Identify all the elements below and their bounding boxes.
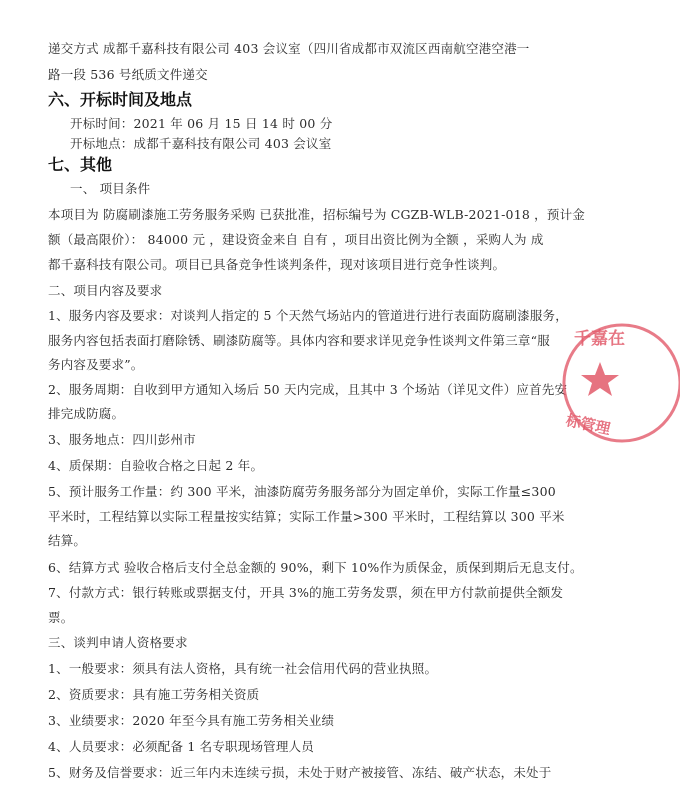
paragraph-line: 3、业绩要求：2020 年至今具有施工劳务相关业绩 <box>48 713 335 728</box>
paragraph-line: 服务内容包括表面打磨除锈、刷漆防腐等。具体内容和要求详见竞争性谈判文件第三章“服 <box>48 333 550 348</box>
paragraph-line: 1、一般要求：须具有法人资格，具有统一社会信用代码的营业执照。 <box>48 661 438 676</box>
paragraph-line: 3、服务地点：四川彭州市 <box>48 432 196 447</box>
paragraph-line: 5、财务及信誉要求：近三年内未连续亏损，未处于财产被接管、冻结、破产状态，未处于 <box>48 765 552 780</box>
paragraph-line: 2、服务周期：自收到甲方通知入场后 50 天内完成，且其中 3 个场站（详见文件）应首先安 <box>48 382 568 397</box>
section-7-heading: 七、其他 <box>48 155 113 174</box>
paragraph-line: 1、服务内容及要求：对谈判人指定的 5 个天然气场站内的管道进行进行表面防腐刷漆服务， <box>48 308 568 323</box>
paragraph-line: 排完成防腐。 <box>48 406 125 421</box>
subsection-project-conditions: 一、 项目条件 <box>70 181 151 196</box>
submission-method-cont: 路一段 536 号纸质文件递交 <box>48 67 208 82</box>
paragraph-line: 务内容及要求”。 <box>48 357 144 372</box>
paragraph-line: 额（最高限价）： 84000 元 ，建设资金来自 自有 ，项目出资比例为全额 ，采购人为 成 <box>48 232 544 247</box>
subsection-qualification: 三、谈判申请人资格要求 <box>48 635 188 650</box>
seal-text-top: 千嘉在 <box>574 329 625 349</box>
paragraph-line: 结算。 <box>48 533 87 548</box>
submission-method-line: 递交方式 成都千嘉科技有限公司 403 会议室（四川省成都市双流区西南航空港空港一 <box>48 41 530 56</box>
paragraph-line: 平米时，工程结算以实际工程量按实结算；实际工作量>300 平米时，工程结算以 300 平米 <box>48 509 565 524</box>
paragraph-line: 都千嘉科技有限公司。项目已具备竞争性谈判条件，现对该项目进行竞争性谈判。 <box>48 257 506 272</box>
paragraph-line: 本项目为 防腐刷漆施工劳务服务采购 已获批准，招标编号为 CGZB-WLB-2021-018 ，预计金 <box>48 207 585 222</box>
subsection-content-requirements: 二、项目内容及要求 <box>48 283 163 298</box>
paragraph-line: 2、资质要求：具有施工劳务相关资质 <box>48 687 260 702</box>
seal-text-bottom: 标管理 <box>564 411 613 439</box>
paragraph-line: 票。 <box>48 610 74 625</box>
section-6-heading: 六、开标时间及地点 <box>48 90 193 109</box>
paragraph-line: 4、人员要求：必须配备 1 名专职现场管理人员 <box>48 739 314 754</box>
paragraph-line: 7、付款方式：银行转账或票据支付，开具 3%的施工劳务发票，须在甲方付款前提供全额发 <box>48 585 564 600</box>
paragraph-line: 6、结算方式 验收合格后支付全总金额的 90%，剩下 10%作为质保金，质保到期后无息支付。 <box>48 560 583 575</box>
paragraph-line: 5、预计服务工作量：约 300 平米，油漆防腐劳务服务部分为固定单价，实际工作量≤300 <box>48 484 556 499</box>
opening-location: 开标地点：成都千嘉科技有限公司 403 会议室 <box>70 136 332 151</box>
paragraph-line: 4、质保期：自验收合格之日起 2 年。 <box>48 458 264 473</box>
opening-time: 开标时间：2021 年 06 月 15 日 14 时 00 分 <box>70 116 333 131</box>
